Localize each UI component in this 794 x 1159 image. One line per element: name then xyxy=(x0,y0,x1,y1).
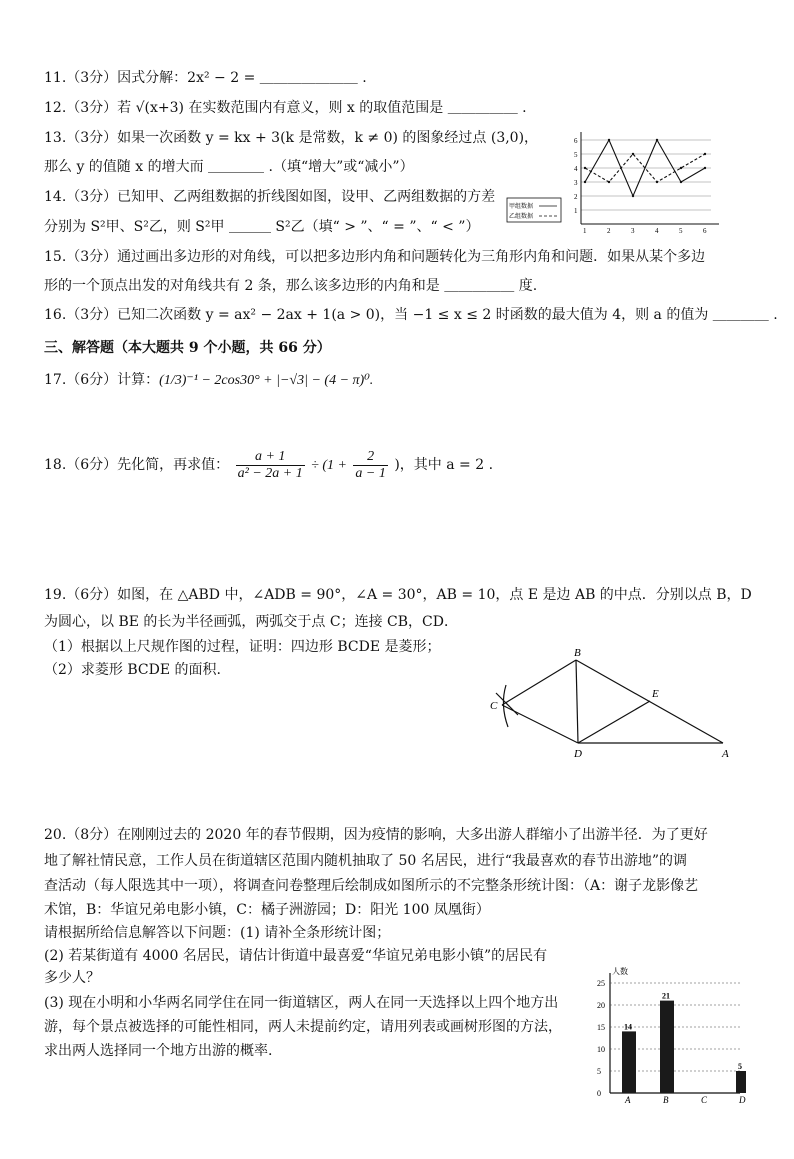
line-chart xyxy=(505,128,725,240)
q18-mid: ÷ (1 + xyxy=(311,458,347,473)
q20-line1: 20.（8分）在刚刚过去的 2020 年的春节假期，因为疫情的影响，大多出游人群缩小了出游半径．为了更好 xyxy=(44,827,708,843)
bar xyxy=(660,1001,674,1093)
label-B: B xyxy=(574,647,581,659)
bar-chart-figure xyxy=(596,965,746,1105)
data-label: 14 xyxy=(624,1022,632,1032)
segment-CB xyxy=(502,660,576,705)
data-label: 5 xyxy=(738,1062,742,1071)
q18 xyxy=(44,448,493,483)
section3-title: 三、解答题（本大题共 9 个小题，共 66 分） xyxy=(44,340,331,356)
y-tick-label: 5 xyxy=(597,1067,601,1076)
bar xyxy=(736,1071,746,1093)
arc-from-B xyxy=(503,685,508,727)
data-label: 21 xyxy=(662,991,670,1001)
legend-label: 甲组数据 xyxy=(509,204,534,210)
segment-DE xyxy=(578,701,650,743)
label-A: A xyxy=(722,748,729,760)
q18-suffix: )，其中 a = 2 . xyxy=(394,457,494,473)
x-tick-label: 3 xyxy=(631,227,635,235)
y-tick-label: 0 xyxy=(597,1089,601,1098)
x-tick-label: 2 xyxy=(607,227,611,235)
q11-text: 11.（3分）因式分解：2x² − 2 = ＿＿＿＿＿＿＿ . xyxy=(44,70,367,86)
segment-BD xyxy=(576,660,578,743)
y-tick-label: 1 xyxy=(574,207,578,215)
q18-frac2 xyxy=(353,449,387,482)
data-point xyxy=(608,139,610,141)
q19-part2: （2）求菱形 BCDE 的面积. xyxy=(44,662,221,678)
legend-label: 乙组数据 xyxy=(509,214,534,220)
x-tick-label: B xyxy=(663,1095,669,1105)
data-point xyxy=(656,181,658,183)
data-point xyxy=(584,181,586,183)
label-D: D xyxy=(574,748,582,760)
q19-part1: （1）根据以上尺规作图的过程，证明：四边形 BCDE 是菱形； xyxy=(44,639,441,655)
q20-line9: 游，每个景点被选择的可能性相同，两人未提前约定，请用列表或画树形图的方法， xyxy=(44,1019,562,1035)
data-point xyxy=(632,195,634,197)
data-point xyxy=(608,181,610,183)
bar-chart xyxy=(596,965,746,1105)
q18-frac2-den: a − 1 xyxy=(355,465,386,481)
rhombus-figure xyxy=(488,645,738,765)
q20-line6: (2) 若某街道有 4000 名居民，请估计街道中最喜爱“华谊兄弟电影小镇”的居民有 xyxy=(44,948,548,964)
data-point xyxy=(680,181,682,183)
y-tick-label: 6 xyxy=(574,137,578,145)
q18-frac1-num: a + 1 xyxy=(236,449,305,466)
line-chart-figure xyxy=(505,128,725,240)
q13-line1: 13.（3分）如果一次函数 y = kx + 3(k 是常数，k ≠ 0) 的图象经过点 (3,0)， xyxy=(44,130,539,146)
q20-line7: 多少人？ xyxy=(44,970,100,986)
q18-frac1 xyxy=(236,449,305,482)
q17-prefix: 17.（6分）计算： xyxy=(44,372,160,388)
x-tick-label: D xyxy=(739,1095,746,1105)
q18-frac1-den: a² − 2a + 1 xyxy=(237,465,303,481)
x-tick-label: 1 xyxy=(583,227,587,235)
data-point xyxy=(680,167,682,169)
data-point xyxy=(584,167,586,169)
q20-line3: 查活动（每人限选其中一项），将调查问卷整理后绘制成如图所示的不完整条形统计图：（A：谢子龙影像艺 xyxy=(44,878,699,894)
q18-prefix: 18.（6分）先化简，再求值： xyxy=(44,457,230,473)
q15-line1: 15.（3分）通过画出多边形的对角线，可以把多边形内角和问题转化为三角形内角和问题．如果从某个多边 xyxy=(44,249,706,265)
q14-line2: 分别为 S²甲、S²乙，则 S²甲 ＿＿＿ S²乙（填“ > ”、“ = ”、“ < ”） xyxy=(44,219,480,235)
y-tick-label: 2 xyxy=(574,193,578,201)
y-tick-label: 3 xyxy=(574,179,578,187)
q20-line5: 请根据所给信息解答以下问题：(1) 请补全条形统计图； xyxy=(44,925,391,941)
q20-line4: 术馆，B：华谊兄弟电影小镇，C：橘子洲游园；D：阳光 100 凤凰街） xyxy=(44,902,490,918)
x-tick-label: 4 xyxy=(655,227,659,235)
q17-expr: (1/3)⁻¹ − 2cos30° + |−√3| − (4 − π)⁰. xyxy=(159,373,374,388)
y-tick-label: 15 xyxy=(597,1023,605,1032)
x-tick-label: A xyxy=(625,1095,631,1105)
rhombus-diagram xyxy=(488,645,738,765)
arc-from-D xyxy=(496,693,518,715)
q20-line2: 地了解社情民意，工作人员在街道辖区范围内随机抽取了 50 名居民，进行“我最喜欢的春节出游地”的调 xyxy=(44,853,688,869)
y-tick-label: 4 xyxy=(574,165,578,173)
x-tick-label: 6 xyxy=(703,227,707,235)
y-tick-label: 20 xyxy=(597,1001,605,1010)
q17 xyxy=(44,370,373,391)
q19-line2: 为圆心，以 BE 的长为半径画弧，两弧交于点 C；连接 CB，CD． xyxy=(44,614,458,630)
y-axis-label: 人数 xyxy=(612,967,628,976)
data-point xyxy=(704,153,706,155)
x-tick-label: 5 xyxy=(679,227,683,235)
q13-line2: 那么 y 的值随 x 的增大而 ＿＿＿＿ .（填“增大”或“减小”） xyxy=(44,159,414,175)
q14-line1: 14.（3分）已知甲、乙两组数据的折线图如图，设甲、乙两组数据的方差 xyxy=(44,189,496,205)
q20-line8: (3) 现在小明和小华两名同学住在同一街道辖区，两人在同一天选择以上四个地方出 xyxy=(44,995,559,1011)
data-point xyxy=(632,153,634,155)
data-point xyxy=(656,139,658,141)
q20-line10: 求出两人选择同一个地方出游的概率. xyxy=(44,1043,273,1059)
q12-text: 12.（3分）若 √(x+3) 在实数范围内有意义，则 x 的取值范围是 ＿＿＿＿＿ . xyxy=(44,100,527,116)
bar xyxy=(622,1031,636,1093)
y-tick-label: 25 xyxy=(597,979,605,988)
q19-line1: 19.（6分）如图，在 △ABD 中，∠ADB = 90°，∠A = 30°，AB = 10，点 E 是边 AB 的中点．分别以点 B，D xyxy=(44,587,752,603)
label-C: C xyxy=(490,700,498,712)
label-E: E xyxy=(652,688,659,700)
x-tick-label: C xyxy=(701,1095,708,1105)
q15-line2: 形的一个顶点出发的对角线共有 2 条，那么该多边形的内角和是 ＿＿＿＿＿ 度. xyxy=(44,278,538,294)
q18-frac2-num: 2 xyxy=(353,449,387,466)
y-tick-label: 10 xyxy=(597,1045,605,1054)
data-point xyxy=(704,167,706,169)
q16-text: 16.（3分）已知二次函数 y = ax² − 2ax + 1(a > 0)，当 −1 ≤ x ≤ 2 时函数的最大值为 4，则 a 的值为 ＿＿＿＿ . xyxy=(44,307,778,323)
y-tick-label: 5 xyxy=(574,151,578,159)
